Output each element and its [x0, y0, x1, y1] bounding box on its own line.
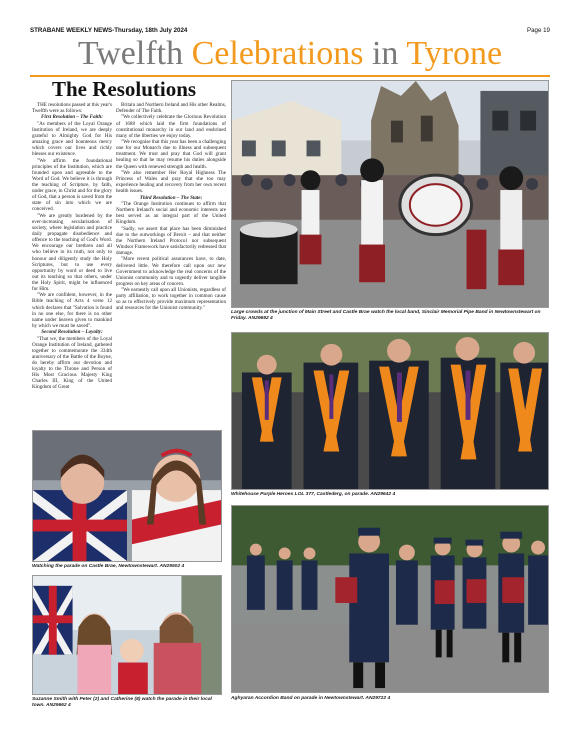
article-paragraph: "We earnestly call upon all Unionists, regardless of party affiliation, to work together in common cause so as to effectively provide maximum representation and resources for the Unionist community.": [116, 287, 226, 312]
photo-purple-heroes: [231, 332, 549, 490]
article-headline: The Resolutions: [52, 77, 197, 101]
publication-line: STRABANE WEEKLY NEWS-Thursday, 18th July 2024: [30, 27, 188, 34]
article-column-2: [116, 102, 226, 430]
page-banner: [0, 34, 580, 74]
article-paragraph: "We also remember Her Royal Highness The Princess of Wales and pray that she too may experience healing and recovery from her own recent health issues.: [116, 169, 226, 195]
caption-girls-castle-brae: Watching the parade on Castle Brae, Newtownstewart. AN29502 4: [32, 564, 185, 569]
article-paragraph: "We recognise that this year has been a challenging one for our Monarch due to illness and subsequent treatment. We trust and pray that God will grant healing so that he may resume his duties alongside the Queen with renewed strength and health.: [116, 139, 226, 170]
resolution-subheading: Second Resolution – Loyalty:: [41, 329, 103, 336]
photo-pipe-band: [231, 80, 549, 308]
caption-pipe-band: Large crowds at the junction of Main Street and Castle Brae watch the local band, Sinclair Memorial Pipe Band in Newtownstewart on Friday. AN29692 4: [231, 310, 541, 321]
article-paragraph: "The Orange Institution continues to affirm that Northern Ireland's social and economic interests are best served as an integral part of the United Kingdom.: [116, 200, 226, 226]
article-column-1: [32, 102, 112, 430]
article-paragraph: "More recent political assurances have, to date, delivered little. We therefore call upon our new Government to acknowledge the real concerns of the Unionist community and to urgently deliver tangible progress on key areas of concern.: [116, 256, 226, 287]
photo-girls-castle-brae: [32, 430, 222, 562]
resolution-subheading: First Resolution – The Faith:: [41, 114, 103, 121]
article-paragraph: "That we, the members of the Loyal Orange Institution of Ireland, gathered together to commemorate the 334th anniversary of the Battle of the Boyne, do hereby affirm our devotion and loyalty to the Throne and Person of His Most Gracious Majesty King Charles III, King of the United Kingdom of Great: [32, 335, 112, 391]
page-number: Page 19: [526, 27, 550, 34]
banner-word-twelfth: Twelfth: [77, 35, 184, 72]
article-paragraph: "We are greatly burdened by the ever-increasing secularisation of society, where legislation and practice daily propagate disobedience and offence to the teaching of God's Word. We encourage our brethren and all who believe in its truth, not only to honour and diligently study the Holy Scriptures, but to use every opportunity by word or deed to live out its teaching so that others, under the Holy Spirit, might be influenced for Him.: [32, 212, 112, 292]
banner-word-in: in: [371, 35, 399, 72]
banner-word-tyrone: Tyrone: [406, 35, 503, 72]
caption-accordion-band: Aghyaran Accordion Band on parade in Newtownstewart. AN29722 4: [231, 696, 391, 701]
caption-smith-family: Suzanne Smith with Peter (2) and Catherine (8) watch the parade in their local town. AN29662 4: [32, 697, 212, 708]
article-paragraph: "As members of the Loyal Orange Institution of Ireland, we are deeply grateful to Almighty God for His amazing grace and bounteous mercy which covers our lives and richly blesses our existence.: [32, 120, 112, 158]
banner-word-celebrations: Celebrations: [191, 35, 364, 72]
article-paragraph: "We are confident, however, in the Bible teaching of Acts 4 verse 12 which declares that "Salvation is found in no one else, for there is no other name under heaven given to mankind by which we must be saved".: [32, 292, 112, 329]
article-paragraph: "We affirm the foundational principles of the Institution, which are founded upon and agreeable to the Word of God. We believe it is through the teaching of Scripture, by faith, under grace, in Christ and for the glory of God, that a person is saved from the state of sin into which we are conceived.: [32, 157, 112, 213]
article-paragraph: "Sadly, we assert that place has been diminished due to the outworkings of Brexit – and that neither the Northern Ireland Protocol nor subsequent Windsor Framework have satisfactorily redressed that damage.: [116, 225, 226, 257]
photo-accordion-band: [231, 505, 549, 693]
article-paragraph: Britain and Northern Ireland and His other Realms, Defender of The Faith.: [116, 102, 226, 115]
article-paragraph: "We collectively celebrate the Glorious Revolution of 1688 which laid the firm foundations of constitutional monarchy in our land and enshrined many of the liberties we enjoy today.: [116, 114, 226, 139]
resolution-subheading: Third Resolution – The State:: [139, 194, 203, 201]
photo-smith-family: [32, 575, 222, 695]
article-paragraph: THE resolutions passed at this year's Twelfth were as follows:: [32, 102, 112, 115]
caption-purple-heroes: Whitehouse Purple Heroes LOL 377, Castlederg, on parade. AN29642 4: [231, 492, 396, 497]
